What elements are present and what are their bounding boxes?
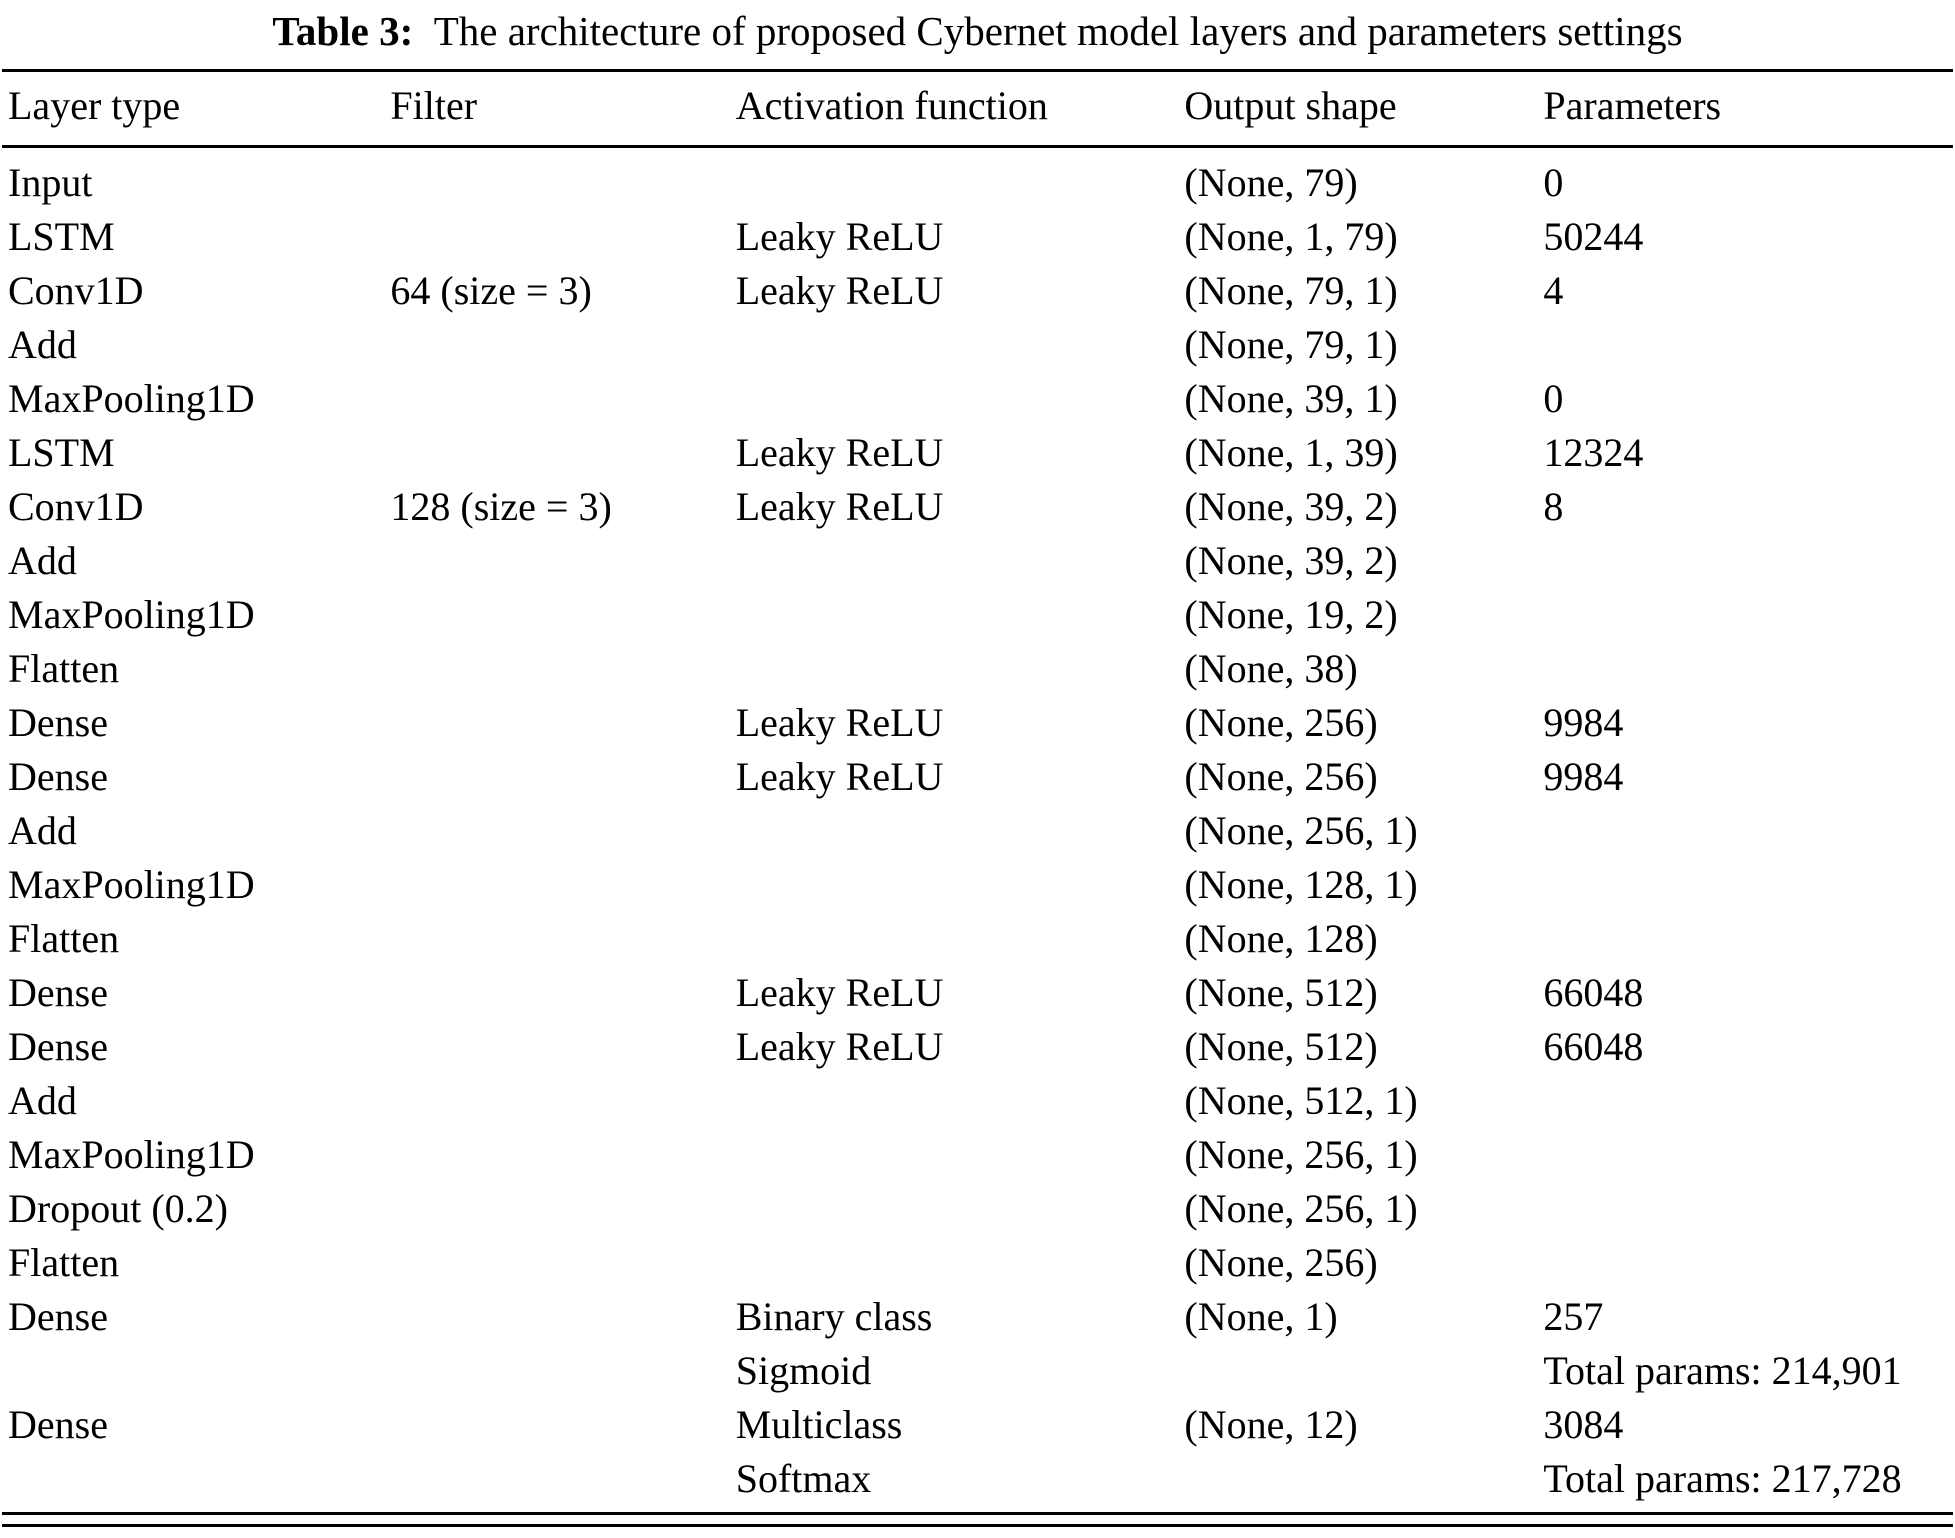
table-cell: Total params: 217,728 (1543, 1456, 1902, 1502)
table-cell (1178, 1344, 1537, 1398)
table-cell (730, 1236, 1179, 1290)
column-header: Layer type (2, 71, 384, 147)
table-header (2, 71, 1953, 147)
table-cell: Add (8, 538, 77, 584)
table-cell: Dense (8, 1024, 108, 1070)
table-cell: (None, 128, 1) (1184, 862, 1418, 908)
table-cell: (None, 256) (1184, 754, 1378, 800)
table-cell (384, 210, 729, 264)
table-row (2, 588, 1953, 642)
table-cell (1537, 1182, 1953, 1236)
table-cell: 12324 (1543, 430, 1644, 476)
table-cell: MaxPooling1D (8, 1132, 255, 1178)
table-row (2, 264, 1953, 318)
table-cell: 50244 (1543, 214, 1644, 260)
table-header-row (2, 71, 1953, 147)
table-cell: Leaky ReLU (735, 754, 944, 800)
table-cell (384, 858, 729, 912)
table-row (2, 318, 1953, 372)
table-cell (730, 147, 1179, 211)
table-cell: Leaky ReLU (735, 214, 944, 260)
column-header: Activation function (730, 71, 1179, 147)
table-cell: MaxPooling1D (8, 376, 255, 422)
table-cell: Dense (8, 970, 108, 1016)
table-cell: Input (8, 160, 93, 206)
table-cell (384, 1452, 729, 1512)
table-cell: 9984 (1543, 754, 1624, 800)
table-caption (2, 6, 1953, 57)
table-cell (1537, 858, 1953, 912)
table-cell: Flatten (8, 916, 120, 962)
table-cell (730, 318, 1179, 372)
table-cell: Dense (8, 1402, 108, 1448)
table-cell (384, 912, 729, 966)
table-cell: (None, 512) (1184, 970, 1378, 1016)
table-row (2, 1182, 1953, 1236)
table-row (2, 534, 1953, 588)
table-cell: (None, 12) (1184, 1402, 1358, 1448)
table-cell: (None, 128) (1184, 916, 1378, 962)
table-cell: (None, 38) (1184, 646, 1358, 692)
table-cell: Dense (8, 700, 108, 746)
table-cell: (None, 1) (1184, 1294, 1338, 1340)
table-cell (1537, 1128, 1953, 1182)
table-row (2, 966, 1953, 1020)
table-row (2, 147, 1953, 211)
table-cell: 8 (1543, 484, 1564, 530)
table-cell (730, 1128, 1179, 1182)
table-cell: Leaky ReLU (735, 484, 944, 530)
table-cell (384, 318, 729, 372)
table-cell (384, 1182, 729, 1236)
column-header: Filter (384, 71, 729, 147)
table-cell: (None, 79, 1) (1184, 322, 1398, 368)
table-cell (1537, 534, 1953, 588)
table-cell: 0 (1543, 376, 1564, 422)
table-cell: (None, 79, 1) (1184, 268, 1398, 314)
table-cell: (None, 256, 1) (1184, 1132, 1418, 1178)
table-cell (730, 534, 1179, 588)
column-header: Parameters (1537, 71, 1953, 147)
table-cell: 66048 (1543, 970, 1644, 1016)
table-cell: (None, 39, 1) (1184, 376, 1398, 422)
table-cell (730, 1074, 1179, 1128)
table-cell: 9984 (1543, 700, 1624, 746)
table-row (2, 1344, 1953, 1398)
table-cell (2, 1452, 384, 1512)
table-cell: Leaky ReLU (735, 970, 944, 1016)
table-cell (1178, 1452, 1537, 1512)
table-cell: 4 (1543, 268, 1564, 314)
table-row (2, 1074, 1953, 1128)
table-row (2, 696, 1953, 750)
table-cell (730, 804, 1179, 858)
table-cell: MaxPooling1D (8, 592, 255, 638)
table-cell (1537, 912, 1953, 966)
table-cell: LSTM (8, 214, 115, 260)
architecture-table (2, 69, 1953, 1512)
table-cell: 66048 (1543, 1024, 1644, 1070)
table-cell (384, 804, 729, 858)
table-row (2, 1128, 1953, 1182)
table-cell: (None, 1, 39) (1184, 430, 1398, 476)
table-cell: (None, 79) (1184, 160, 1358, 206)
table-cell (730, 642, 1179, 696)
table-row (2, 750, 1953, 804)
table-cell: LSTM (8, 430, 115, 476)
table-cell (1537, 1074, 1953, 1128)
table-cell: Add (8, 808, 77, 854)
table-cell (1537, 642, 1953, 696)
table-cell (384, 372, 729, 426)
table-cell (384, 1236, 729, 1290)
table-cell (384, 534, 729, 588)
table-cell (384, 1074, 729, 1128)
table-caption-label: Table 3: (272, 8, 414, 54)
table-row (2, 480, 1953, 534)
table-cell (1537, 804, 1953, 858)
table-row (2, 858, 1953, 912)
table-cell (730, 588, 1179, 642)
table-cell (384, 588, 729, 642)
table-cell: Leaky ReLU (735, 700, 944, 746)
table-cell (384, 426, 729, 480)
table-cell: (None, 512, 1) (1184, 1078, 1418, 1124)
table-cell (384, 1398, 729, 1452)
table-caption-text: The architecture of proposed Cybernet model layers and parameters settings (433, 8, 1683, 54)
table-bottom-rule (2, 1512, 1953, 1527)
table-cell: 128 (size = 3) (390, 484, 612, 530)
table-cell: Softmax (735, 1456, 872, 1502)
column-header: Output shape (1178, 71, 1537, 147)
table-cell: Leaky ReLU (735, 268, 944, 314)
table-row (2, 642, 1953, 696)
table-cell (384, 1344, 729, 1398)
table-cell: 64 (size = 3) (390, 268, 592, 314)
table-body (2, 147, 1953, 1513)
table-cell: Dropout (0.2) (8, 1186, 228, 1232)
table-cell: (None, 39, 2) (1184, 538, 1398, 584)
table-row (2, 1236, 1953, 1290)
table-cell: (None, 512) (1184, 1024, 1378, 1070)
table-cell: (None, 256, 1) (1184, 808, 1418, 854)
table-cell: MaxPooling1D (8, 862, 255, 908)
table-cell: 257 (1543, 1294, 1604, 1340)
table-cell: Conv1D (8, 484, 144, 530)
table-row (2, 210, 1953, 264)
table-row (2, 804, 1953, 858)
table-cell (384, 147, 729, 211)
table-cell: (None, 19, 2) (1184, 592, 1398, 638)
table-cell: Flatten (8, 1240, 120, 1286)
table-cell (1537, 318, 1953, 372)
table-cell (730, 858, 1179, 912)
table-cell: Add (8, 1078, 77, 1124)
table-cell: (None, 256, 1) (1184, 1186, 1418, 1232)
table-cell (384, 966, 729, 1020)
table-row (2, 426, 1953, 480)
table-cell: (None, 256) (1184, 700, 1378, 746)
table-cell (384, 642, 729, 696)
table-row (2, 372, 1953, 426)
table-row (2, 1290, 1953, 1344)
table-cell: Binary class (735, 1294, 933, 1340)
table-cell (384, 696, 729, 750)
table-cell (1537, 588, 1953, 642)
table-row (2, 912, 1953, 966)
table-cell: (None, 1, 79) (1184, 214, 1398, 260)
table-cell: Dense (8, 1294, 108, 1340)
table-cell: Total params: 214,901 (1543, 1348, 1902, 1394)
table-cell (384, 1020, 729, 1074)
table-cell (2, 1344, 384, 1398)
table-cell (384, 750, 729, 804)
table-cell: Multiclass (735, 1402, 903, 1448)
table-cell (384, 1290, 729, 1344)
table-cell: (None, 39, 2) (1184, 484, 1398, 530)
table-row (2, 1020, 1953, 1074)
table-cell (384, 1128, 729, 1182)
table-cell (730, 372, 1179, 426)
table-row (2, 1398, 1953, 1452)
table-cell: Leaky ReLU (735, 1024, 944, 1070)
table-cell (730, 912, 1179, 966)
table-cell: Flatten (8, 646, 120, 692)
table-cell: Sigmoid (735, 1348, 872, 1394)
table-cell (1537, 1236, 1953, 1290)
table-row (2, 1452, 1953, 1512)
table-cell: 3084 (1543, 1402, 1624, 1448)
table-cell: Leaky ReLU (735, 430, 944, 476)
table-cell (730, 1182, 1179, 1236)
table-cell: Conv1D (8, 268, 144, 314)
table-cell: Add (8, 322, 77, 368)
table-cell: Dense (8, 754, 108, 800)
table-cell: (None, 256) (1184, 1240, 1378, 1286)
table-cell: 0 (1543, 160, 1564, 206)
